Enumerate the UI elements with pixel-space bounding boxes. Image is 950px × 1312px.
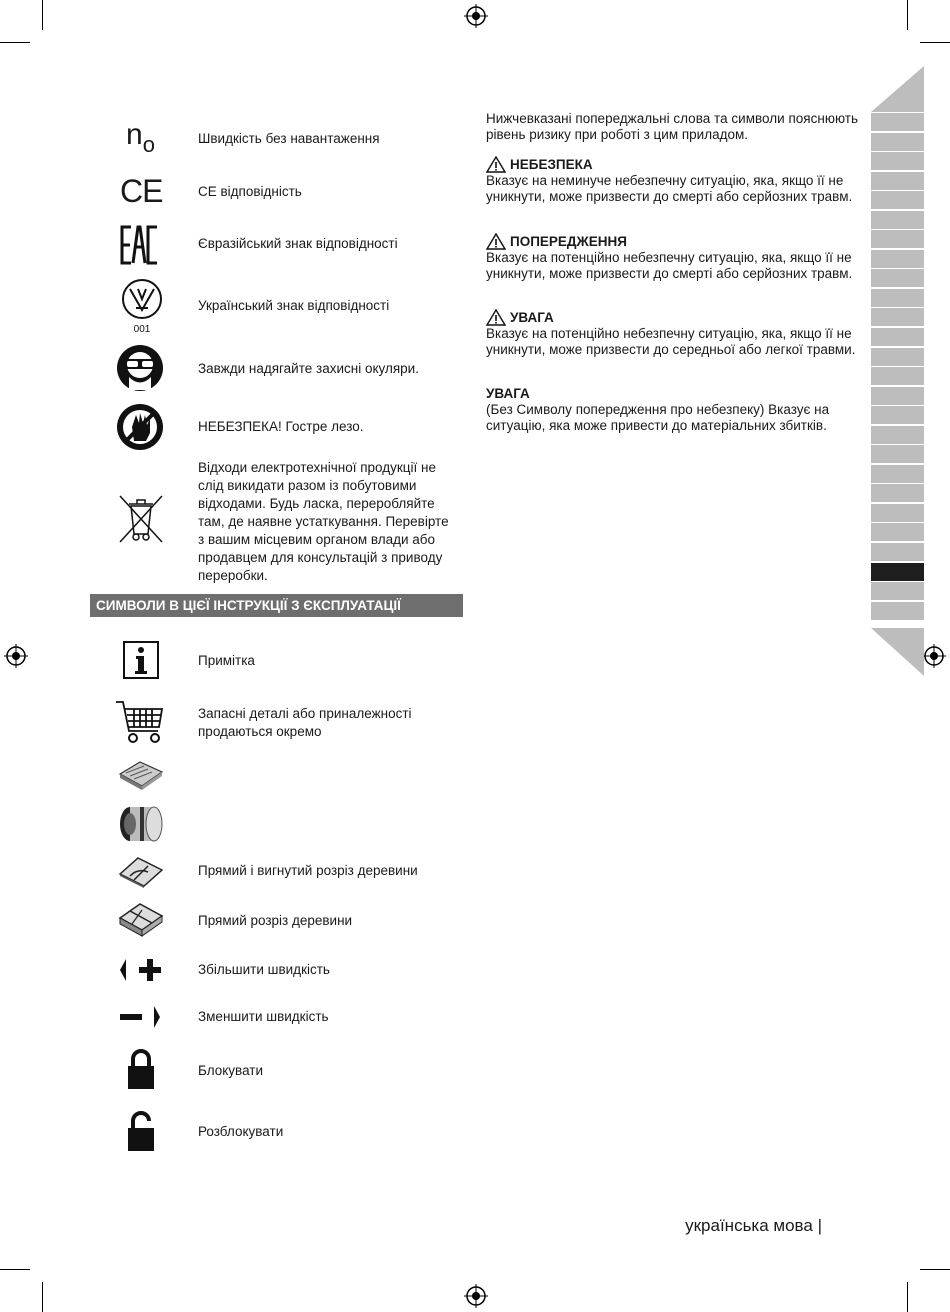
eac-mark-icon <box>120 225 160 265</box>
language-tab <box>871 289 924 307</box>
language-tab <box>871 426 924 444</box>
language-tab <box>871 543 924 561</box>
language-tab <box>871 269 924 287</box>
crop-mark <box>907 0 908 30</box>
symbol-label: Український знак відповідності <box>198 298 390 313</box>
crop-mark <box>920 42 950 43</box>
symbol-label: Швидкість без навантаження <box>198 131 380 146</box>
language-tab <box>871 172 924 190</box>
language-tab <box>871 367 924 385</box>
roll-icon <box>118 804 164 844</box>
registration-mark-icon <box>4 644 28 668</box>
language-tab <box>871 250 924 268</box>
language-tab <box>871 406 924 424</box>
language-tab <box>871 523 924 541</box>
symbol-label: Примітка <box>198 653 255 668</box>
language-tab <box>871 152 924 170</box>
symbol-label: Відходи електротехнічної продукції не слід викидати разом із побутовими відходами. Будь ласка, переробляйте там, де наявне устаткування. Перевірте з вашим місцевим органом влади або продавцем для консультацій з приводу переробки. <box>198 460 449 583</box>
decrease-speed-icon <box>118 1004 164 1030</box>
language-tabs <box>871 113 924 621</box>
shopping-cart-icon <box>114 699 166 745</box>
language-tab <box>871 230 924 248</box>
symbol-label: Зменшити швидкість <box>198 1009 329 1024</box>
warning-title: ПОПЕРЕДЖЕННЯ <box>510 233 627 249</box>
increase-speed-icon <box>118 957 164 983</box>
section-title: СИМВОЛИ В ЦІЄЇ ІНСТРУКЦІЇ З ЄКСПЛУАТАЦІЇ <box>90 594 463 617</box>
warning-caution <box>486 233 858 282</box>
symbol-label: Розблокувати <box>198 1124 284 1139</box>
crop-mark <box>0 1269 30 1270</box>
symbol-label: Прямий і вигнутий розріз деревини <box>198 863 418 878</box>
registration-mark-icon <box>464 4 488 28</box>
lock-icon <box>126 1048 156 1090</box>
language-tab <box>871 113 924 131</box>
language-tab <box>871 133 924 151</box>
intro-text: Нижчевказані попереджальні слова та символи пояснюють рівень ризику при роботі з цим приладом. <box>486 111 858 142</box>
symbol-label: Блокувати <box>198 1063 264 1078</box>
warning-title: УВАГА <box>510 309 554 325</box>
svg-text:001: 001 <box>133 324 151 334</box>
symbol-label: Євразійський знак відповідності <box>198 236 398 251</box>
language-tab <box>871 582 924 600</box>
weee-bin-icon <box>118 494 164 544</box>
registration-mark-icon <box>464 1284 488 1308</box>
safety-goggles-icon <box>116 344 164 392</box>
tab-strip-bottom-triangle <box>871 628 924 676</box>
registration-mark-icon <box>922 644 946 668</box>
curved-cut-wood-icon <box>118 854 164 888</box>
crop-mark <box>42 0 43 30</box>
warning-title: УВАГА <box>486 386 530 401</box>
page-footer-language: українська мова | <box>685 1216 822 1235</box>
language-tab <box>871 211 924 229</box>
warning-danger <box>486 156 858 205</box>
language-tab-active <box>871 563 924 581</box>
language-tab <box>871 328 924 346</box>
warning-title: НЕБЕЗПЕКА <box>510 156 593 172</box>
crop-mark <box>0 42 30 43</box>
warning-triangle-icon <box>486 156 506 173</box>
sharp-blade-icon <box>116 403 164 451</box>
language-tab <box>871 602 924 620</box>
warning-triangle-icon <box>486 233 506 250</box>
wood-boards-icon <box>118 758 164 792</box>
warning-text: Вказує на потенційно небезпечну ситуацію, яка, якщо її не уникнути, може призвести до смерті або серйозних травм. <box>486 250 853 281</box>
warning-notice <box>486 386 858 434</box>
language-tab <box>871 308 924 326</box>
no-load-speed-icon: $n_o$ <box>126 118 155 157</box>
crop-mark <box>907 1282 908 1312</box>
warning-attention <box>486 309 858 358</box>
language-tab <box>871 465 924 483</box>
tab-strip-top-triangle <box>871 66 924 112</box>
symbol-label: Збільшити швидкість <box>198 962 330 977</box>
language-tab <box>871 348 924 366</box>
warning-triangle-icon <box>486 309 506 326</box>
info-note-icon <box>123 641 159 679</box>
ukrainian-conformity-icon <box>120 278 164 334</box>
symbol-label: CE відповідність <box>198 184 302 199</box>
symbol-label: НЕБЕЗПЕКА! Гостре лезо. <box>198 419 364 434</box>
ce-mark-icon: CE <box>120 173 163 209</box>
unlock-icon <box>126 1110 156 1152</box>
symbol-label: Запасні деталі або приналежності продаються окремо <box>198 706 412 739</box>
symbol-label: Прямий розріз деревини <box>198 913 353 928</box>
language-tab <box>871 484 924 502</box>
warning-text: Вказує на потенційно небезпечну ситуацію, яка, якщо її не уникнути, може призвести до середньої або легкої травми. <box>486 326 856 357</box>
crop-mark <box>920 1269 950 1270</box>
warning-text: Вказує на неминуче небезпечну ситуацію, яка, якщо її не уникнути, може призвести до смерті або серйозних травм. <box>486 173 853 204</box>
symbol-label: Завжди надягайте захисні окуляри. <box>198 361 419 376</box>
language-tab <box>871 504 924 522</box>
crop-mark <box>42 1282 43 1312</box>
language-tab <box>871 445 924 463</box>
language-tab <box>871 191 924 209</box>
straight-cut-wood-icon <box>118 900 164 938</box>
warning-text: (Без Символу попередження про небезпеку) Вказує на ситуацію, яка може привести до матеріальних збитків. <box>486 402 830 433</box>
language-tab <box>871 387 924 405</box>
